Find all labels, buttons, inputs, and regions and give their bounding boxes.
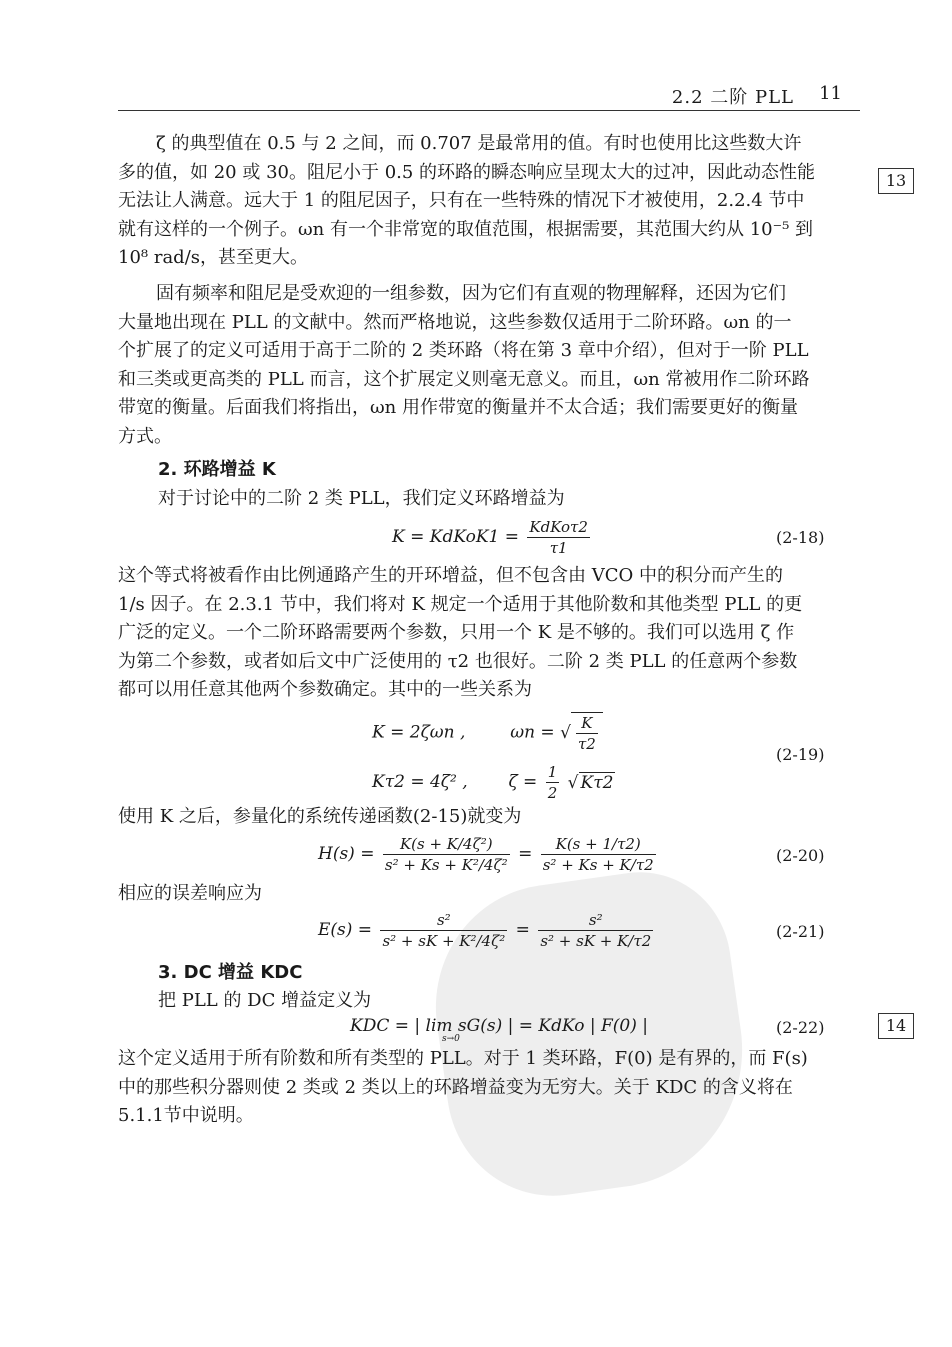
- equation-2-19-row1: [372, 712, 603, 754]
- header-section-title: 2.2 二阶 PLL: [671, 87, 794, 108]
- fraction: [538, 910, 653, 951]
- paragraph-intro-loop-gain: [158, 485, 858, 514]
- running-header: [118, 80, 860, 111]
- denominator: s² + sK + K/τ2: [540, 932, 652, 950]
- equation-number: (2-21): [776, 922, 825, 941]
- text-line: 就有这样的一个例子。ωn 有一个非常宽的取值范围，根据需要，其范围大约从 10⁻⁵ 到: [118, 218, 814, 240]
- eq-equals: =: [518, 844, 533, 864]
- equation-2-19-row2: [372, 762, 615, 803]
- text-line: 无法让人满意。远大于 1 的阻尼因子，只有在一些特殊的情况下才被使用，2.2.4 节中: [118, 190, 805, 212]
- numerator: K(s + 1/τ2): [541, 834, 656, 855]
- text-line: 10⁸ rad/s，甚至更大。: [118, 247, 309, 269]
- text-line: 带宽的衡量。后面我们将指出，ωn 用作带宽的衡量并不太合适；我们需要更好的衡量: [118, 397, 798, 419]
- eq-lhs: E(s) =: [318, 920, 373, 940]
- numerator: s²: [538, 910, 653, 931]
- eq-equals: =: [515, 920, 530, 940]
- eq-term: Kτ2 = 4ζ² ,: [372, 772, 468, 792]
- text-line: 方式。: [118, 425, 172, 447]
- numerator: K(s + K/4ζ²): [383, 834, 510, 855]
- text-line: 把 PLL 的 DC 增益定义为: [158, 990, 372, 1011]
- text-line: 相应的误差响应为: [118, 883, 262, 904]
- numerator: KdKoτ2: [529, 518, 588, 536]
- text-line: ζ 的典型值在 0.5 与 2 之间，而 0.707 是最常用的值。有时也使用比这些数大许: [156, 133, 802, 154]
- fraction: [576, 713, 598, 754]
- equation-number: (2-22): [776, 1018, 825, 1037]
- fraction: [546, 762, 560, 803]
- text-line: 使用 K 之后，参量化的系统传递函数(2-15)就变为: [118, 806, 522, 827]
- fraction: [527, 517, 589, 558]
- eq-term: K = 2ζωn ,: [372, 722, 466, 743]
- denominator: τ2: [577, 735, 596, 753]
- text-line: 都可以用任意其他两个参数确定。其中的一些关系为: [118, 679, 532, 701]
- denominator: s² + sK + K²/4ζ²: [382, 932, 506, 950]
- text-line: 中的那些积分器则使 2 类或 2 类以上的环路增益变为无穷大。关于 KDC 的含义将在: [118, 1076, 793, 1098]
- paragraph-damping: [118, 130, 860, 273]
- fraction: [380, 910, 507, 951]
- text-line: 对于讨论中的二阶 2 类 PLL，我们定义环路增益为: [158, 488, 565, 509]
- limit-subscript: s→0: [442, 1034, 460, 1044]
- eq-term: ωn =: [510, 722, 555, 743]
- radicand: Kτ2: [580, 773, 614, 793]
- numerator: 1: [547, 763, 558, 781]
- fraction: [541, 834, 656, 875]
- equation-2-18: [392, 517, 593, 558]
- denominator: 2: [547, 784, 558, 802]
- paragraph-dc-gain-intro: [158, 987, 858, 1016]
- margin-page-ref: 14: [878, 1013, 914, 1039]
- equation-number: (2-20): [776, 846, 825, 865]
- section-heading: 3. DC 增益 KDC: [158, 962, 303, 983]
- eq-term: ζ =: [508, 772, 538, 792]
- text-line: 1/s 因子。在 2.3.1 节中，我们将对 K 规定一个适用于其他阶数和其他类型 PLL 的更: [118, 593, 803, 615]
- header-page-number: 11: [819, 83, 842, 104]
- paragraph-loop-gain: [118, 562, 860, 705]
- text-line: 和三类或更高类的 PLL 而言，这个扩展定义则毫无意义。而且，ωn 常被用作二阶环路: [118, 368, 810, 390]
- text-line: 广泛的定义。一个二阶环路需要两个参数，只用一个 K 是不够的。我们可以选用 ζ 作: [118, 622, 795, 644]
- sqrt: √ $\frac{K}{\tau 2}$: [560, 712, 603, 754]
- text-line: 这个等式将被看作由比例通路产生的开环增益，但不包含由 VCO 中的积分而产生的: [118, 565, 783, 586]
- text-line: 这个定义适用于所有阶数和所有类型的 PLL。对于 1 类环路，F(0) 是有界的，而 F(s): [118, 1048, 808, 1069]
- equation-2-22: [350, 1016, 648, 1044]
- numerator: s²: [380, 910, 507, 931]
- paragraph-natural-frequency: [118, 280, 860, 452]
- sqrt: √ Kτ2: [567, 773, 614, 793]
- text-line: 个扩展了的定义可适用于高于二阶的 2 类环路（将在第 3 章中介绍），但对于一阶 PLL: [118, 340, 809, 362]
- text-line: 为第二个参数，或者如后文中广泛使用的 τ2 也很好。二阶 2 类 PLL 的任意两个参数: [118, 650, 798, 672]
- text-line: 大量地出现在 PLL 的文献中。然而严格地说，这些参数仅适用于二阶环路。ωn 的一: [118, 311, 792, 333]
- eq-lhs: K = KdKoK1 =: [392, 527, 519, 547]
- denominator: τ1: [549, 539, 568, 557]
- fraction: [383, 834, 510, 875]
- margin-page-ref: 13: [878, 168, 914, 194]
- paragraph-error-response: [118, 880, 860, 909]
- text-line: 多的值，如 20 或 30。阻尼小于 0.5 的环路的瞬态响应呈现太大的过冲，因此动态性能: [118, 161, 816, 183]
- denominator: s² + Ks + K²/4ζ²: [384, 856, 508, 874]
- equation-number: (2-18): [776, 528, 825, 547]
- eq-lhs: H(s) =: [318, 844, 375, 864]
- text-line: 固有频率和阻尼是受欢迎的一组参数，因为它们有直观的物理解释，还因为它们: [156, 283, 786, 304]
- eq-body: KDC = | lim sG(s) | = KdKo | F(0) |: [350, 1016, 648, 1036]
- equation-2-21: [318, 910, 656, 951]
- numerator: K: [576, 713, 598, 734]
- equation-2-20: [318, 834, 659, 875]
- denominator: s² + Ks + K/τ2: [542, 856, 654, 874]
- text-line: 5.1.1节中说明。: [118, 1105, 254, 1127]
- paragraph-dc-gain: [118, 1045, 860, 1131]
- equation-number: (2-19): [776, 745, 825, 764]
- paragraph-transfer: [118, 803, 860, 832]
- section-heading: 2. 环路增益 K: [158, 459, 276, 480]
